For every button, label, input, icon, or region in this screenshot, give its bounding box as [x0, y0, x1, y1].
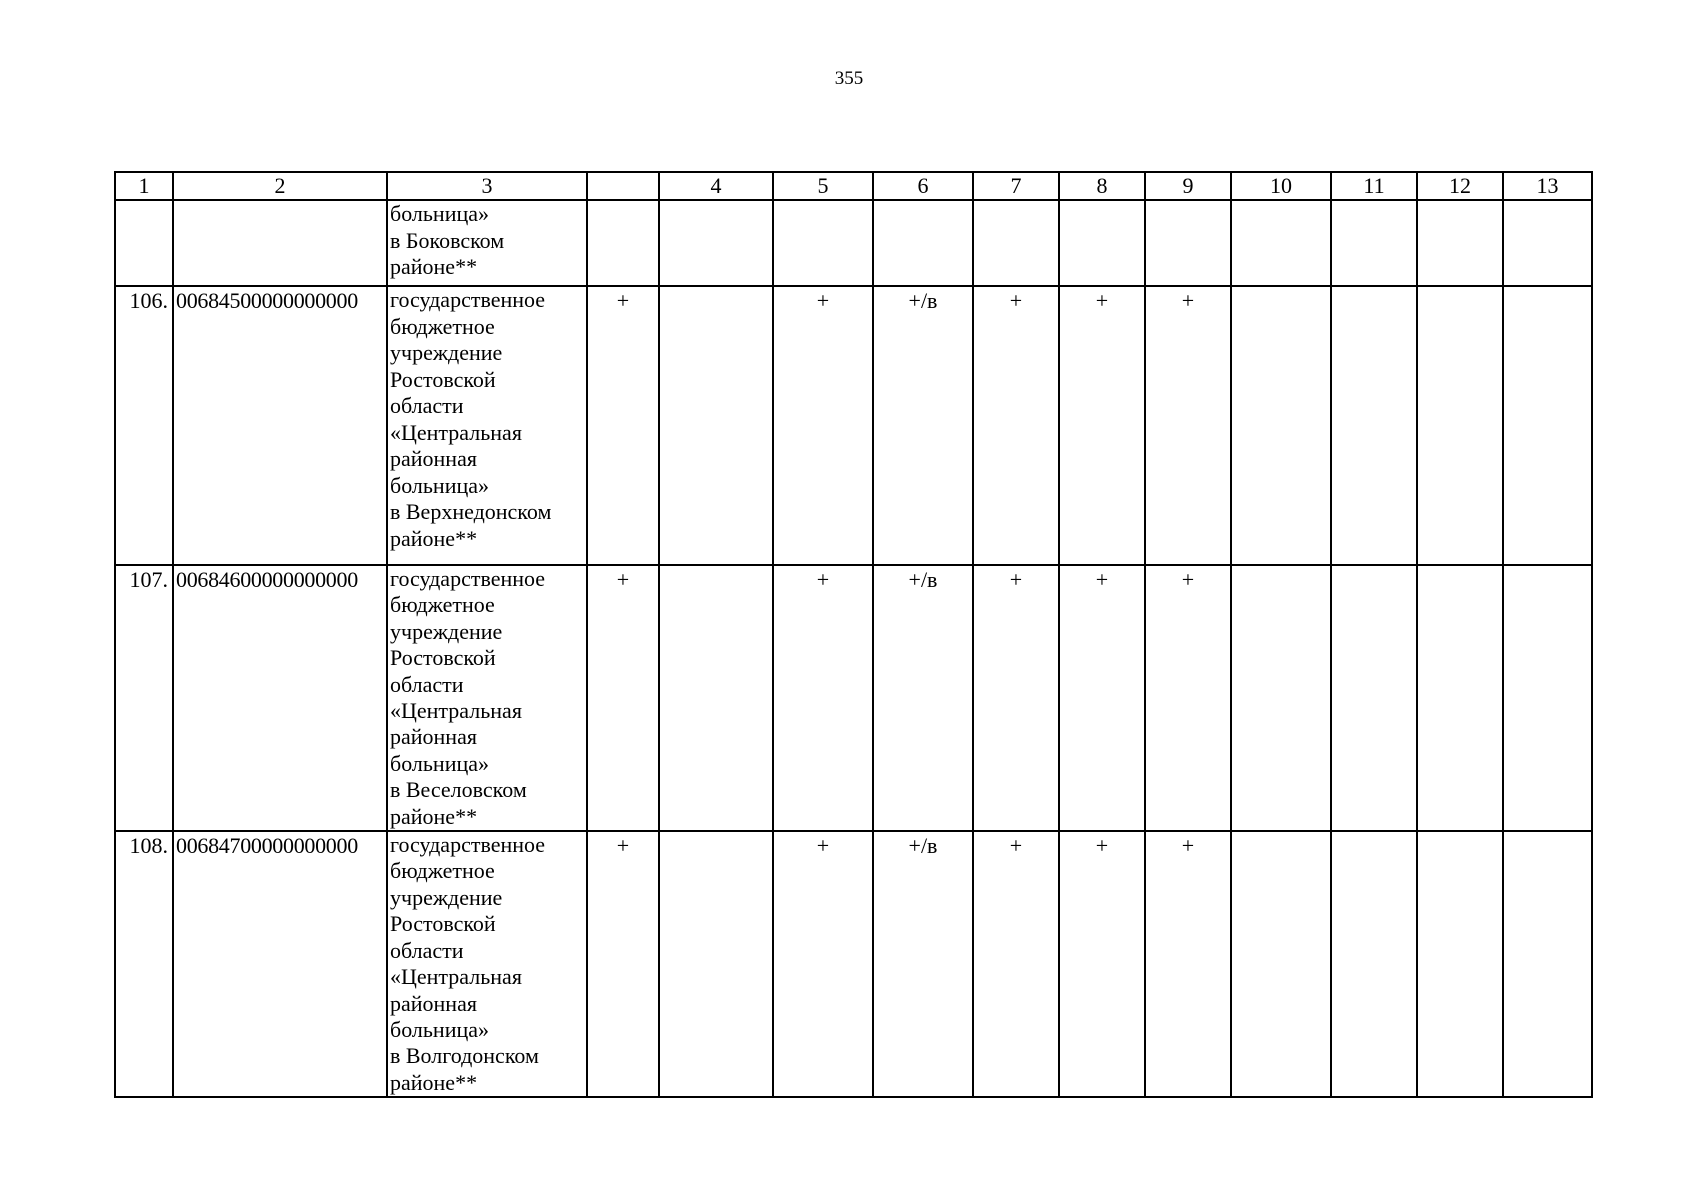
table-row — [115, 200, 1592, 286]
row-mark — [1503, 200, 1592, 286]
row-mark — [1059, 200, 1145, 286]
row-mark: + — [1145, 831, 1231, 1097]
row-mark — [973, 200, 1059, 286]
row-mark — [659, 831, 773, 1097]
row-name: государственное бюджетное учреждение Ростовской области «Центральная районная больница» в Верхнедонском районе** — [387, 286, 587, 565]
row-mark — [1417, 286, 1503, 565]
row-mark: + — [973, 286, 1059, 565]
column-header: 6 — [873, 172, 973, 200]
column-header: 13 — [1503, 172, 1592, 200]
row-mark: + — [773, 565, 873, 831]
column-header: 5 — [773, 172, 873, 200]
row-name: государственное бюджетное учреждение Ростовской области «Центральная районная больница» в Веселовском районе** — [387, 565, 587, 831]
row-mark: + — [773, 286, 873, 565]
row-mark: + — [587, 831, 659, 1097]
row-number — [115, 200, 173, 286]
row-mark: +/в — [873, 831, 973, 1097]
table-row — [115, 286, 1592, 565]
column-header: 7 — [973, 172, 1059, 200]
column-header: 1 — [115, 172, 173, 200]
row-mark — [1231, 286, 1331, 565]
row-mark: + — [973, 831, 1059, 1097]
column-header — [587, 172, 659, 200]
row-code: 00684700000000000 — [173, 831, 387, 1097]
row-mark — [1331, 831, 1417, 1097]
row-name: государственное бюджетное учреждение Ростовской области «Центральная районная больница» в Волгодонском районе** — [387, 831, 587, 1097]
row-mark — [1145, 200, 1231, 286]
column-header: 10 — [1231, 172, 1331, 200]
column-header: 4 — [659, 172, 773, 200]
row-code: 00684600000000000 — [173, 565, 387, 831]
row-number: 107. — [115, 565, 173, 831]
column-header: 8 — [1059, 172, 1145, 200]
row-number: 108. — [115, 831, 173, 1097]
row-mark: + — [973, 565, 1059, 831]
column-header: 12 — [1417, 172, 1503, 200]
table-row — [115, 831, 1592, 1097]
row-mark — [1231, 565, 1331, 831]
row-mark: + — [1059, 565, 1145, 831]
row-mark — [1417, 565, 1503, 831]
row-mark — [1331, 565, 1417, 831]
row-mark: +/в — [873, 565, 973, 831]
registry-table — [114, 171, 1593, 1098]
row-mark: + — [1145, 286, 1231, 565]
row-mark — [1231, 200, 1331, 286]
row-code: 00684500000000000 — [173, 286, 387, 565]
row-mark: + — [587, 286, 659, 565]
row-mark: + — [773, 831, 873, 1097]
table-header-row — [115, 172, 1592, 200]
row-mark: + — [1059, 831, 1145, 1097]
row-name: больница» в Боковском районе** — [387, 200, 587, 286]
row-mark: + — [1145, 565, 1231, 831]
row-mark — [1503, 831, 1592, 1097]
row-mark: + — [1059, 286, 1145, 565]
row-number: 106. — [115, 286, 173, 565]
column-header: 3 — [387, 172, 587, 200]
row-mark — [659, 565, 773, 831]
row-mark: + — [587, 565, 659, 831]
column-header: 11 — [1331, 172, 1417, 200]
row-mark — [1231, 831, 1331, 1097]
row-mark — [1417, 831, 1503, 1097]
row-mark — [773, 200, 873, 286]
column-header: 2 — [173, 172, 387, 200]
row-mark — [1417, 200, 1503, 286]
row-mark — [873, 200, 973, 286]
row-mark: +/в — [873, 286, 973, 565]
page-number: 355 — [834, 68, 864, 89]
row-mark — [659, 286, 773, 565]
row-mark — [587, 200, 659, 286]
row-mark — [1331, 286, 1417, 565]
row-mark — [1503, 565, 1592, 831]
row-mark — [1331, 200, 1417, 286]
table-row — [115, 565, 1592, 831]
row-code — [173, 200, 387, 286]
column-header: 9 — [1145, 172, 1231, 200]
row-mark — [659, 200, 773, 286]
row-mark — [1503, 286, 1592, 565]
